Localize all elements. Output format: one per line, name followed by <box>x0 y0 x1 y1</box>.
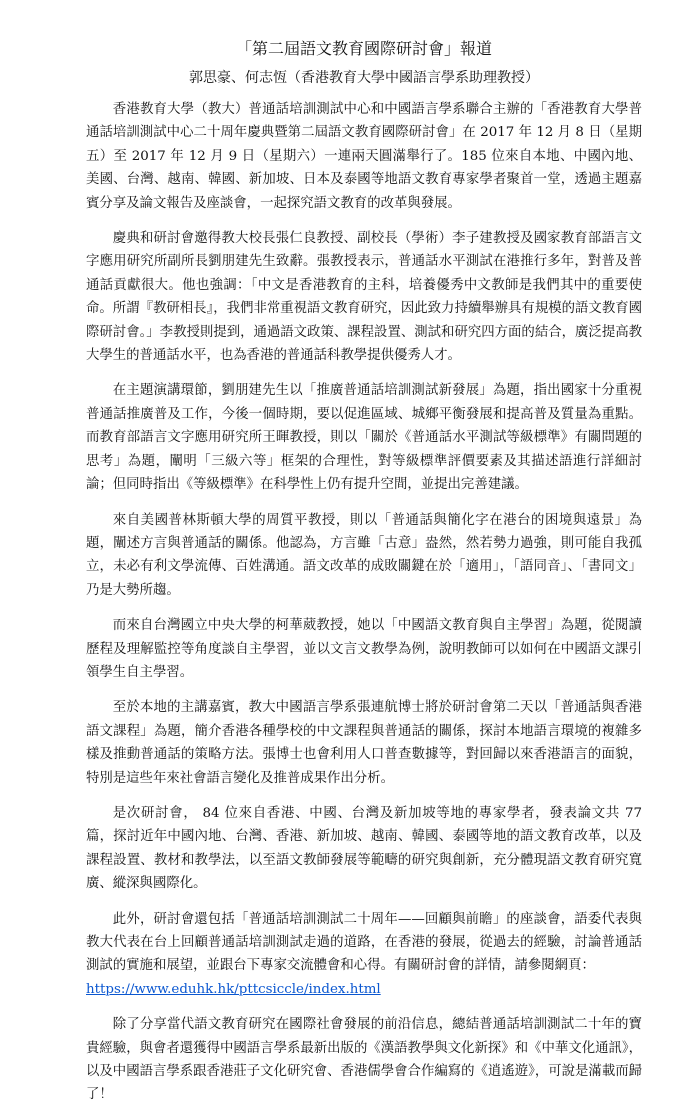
paragraph-closing: 除了分享當代語文教育研究在國際社會發展的前沿信息，總結普通話培訓測試二十年的寶貴經驗，與會者還獲得中國語言學系最新出版的《漢語教學與文化新探》和《中華文化通訊》，以及中國語言學系跟香港莊子文化研究會、香港儒學會合作編寫的《逍遙遊》，可說是滿載而歸了！ <box>86 1017 642 1103</box>
paragraph-keynote-liu-wang: 在主題演講環節，劉朋建先生以「推廣普通話培訓測試新發展」為題，指出國家十分重視普通話推廣普及工作，今後一個時期，要以促進區域、城鄉平衡發展和提高普及質量為重點。而教育部語言文字應用研究所王暉教授，則以「關於《普通話水平測試等級標準》有關問題的思考」為題，闡明「三級六等」框架的合理性，對等級標準評價要素及其描述語進行詳細討論；但同時指出《等級標準》在科學性上仍有提升空間，並提出完善建議。 <box>86 383 642 493</box>
paragraph-intro: 香港教育大學（教大）普通話培訓測試中心和中國語言學系聯合主辦的「香港教育大學普通話培訓測試中心二十周年慶典暨第二屆語文教育國際研討會」在 2017 年 12 月 8 日（星期五）至 2017 年 12 月 9 日（星期六）一連兩天圓滿舉行了。185 位來自本地、中國內地、美國、台灣、越南、韓國、新加坡、日本及泰國等地語文教育專家學者聚首一堂，透過主題嘉賓分享及論文報告及座談會，一起探究語文教育的改革與發展。 <box>86 102 642 211</box>
paragraph-keynote-chou: 來自美國普林斯頓大學的周質平教授，則以「普通話與簡化字在港台的困境與遠景」為題，闡述方言與普通話的關係。他認為，方言雖「古意」盎然，然若勢力過強，則可能自我孤立，未必有利文學流傳、百姓溝通。語文改革的成敗關鍵在於「適用」，「語同音」、「書同文」乃是大勢所趨。 <box>86 512 642 598</box>
paragraph-forum-text: 此外，研討會還包括「普通話培訓測試二十周年——回顧與前瞻」的座談會，語委代表與教大代表在台上回顧普通話培訓測試走過的道路，在香港的發展，從過去的經驗，討論普通話測試的實施和展望，並跟台下專家交流體會和心得。有關研討會的詳情，請參閱網頁： <box>86 911 642 974</box>
paragraph-keynote-cheung: 至於本地的主講嘉賓，教大中國語言學系張連航博士將於研討會第二天以「普通話與香港語文課程」為題，簡介香港各種學校的中文課程與普通話的關係，探討本地語言環境的複雜多樣及推動普通話的策略方法。張博士也會利用人口普查數據等，對回歸以來香港語言的面貌，特別是這些年來社會語言變化及推普成果作出分析。 <box>86 700 642 786</box>
paragraph-keynote-ko: 而來自台灣國立中央大學的柯華葳教授，她以「中國語文教育與自主學習」為題，從閱讀歷程及理解監控等角度談自主學習，並以文言文教學為例，說明教師可以如何在中國語文課引領學生自主學習。 <box>86 618 642 680</box>
paragraph-forum <box>86 908 642 1002</box>
paragraph-papers-summary: 是次研討會， 84 位來自香港、中國、台灣及新加坡等地的專家學者，發表論文共 77 篇，探討近年中國內地、台灣、香港、新加坡、越南、韓國、泰國等地的語文教育改革，以及課程設置、教材和教學法，以至語文教師發展等範疇的研究與創新，充分體現語文教育研究寬廣、縱深與國際化。 <box>86 805 642 892</box>
article-title: 「第二屆語文教育國際研討會」報道 <box>235 39 492 58</box>
article-authors: 郭思豪、何志恆（香港教育大學中國語言學系助理教授） <box>189 70 539 86</box>
conference-website-link[interactable]: https://www.eduhk.hk/pttcsiccle/index.html <box>86 981 381 997</box>
paragraph-opening-speeches: 慶典和研討會邀得教大校長張仁良教授、副校長（學術）李子建教授及國家教育部語言文字應用研究所副所長劉朋建先生致辭。張教授表示，普通話水平測試在港推行多年，對普及普通話貢獻很大。他也強調：「中文是香港教育的主科，培養優秀中文教師是我們其中的重要使命。所謂『教研相長』，我們非常重視語文教育研究，因此致力持續舉辦具有規模的語文教育國際研討會。」李教授則提到，通過語文政策、課程設置、測試和研究四方面的結合，廣泛提高教大學生的普通話水平，也為香港的普通話科教學提供優秀人才。 <box>86 231 642 364</box>
